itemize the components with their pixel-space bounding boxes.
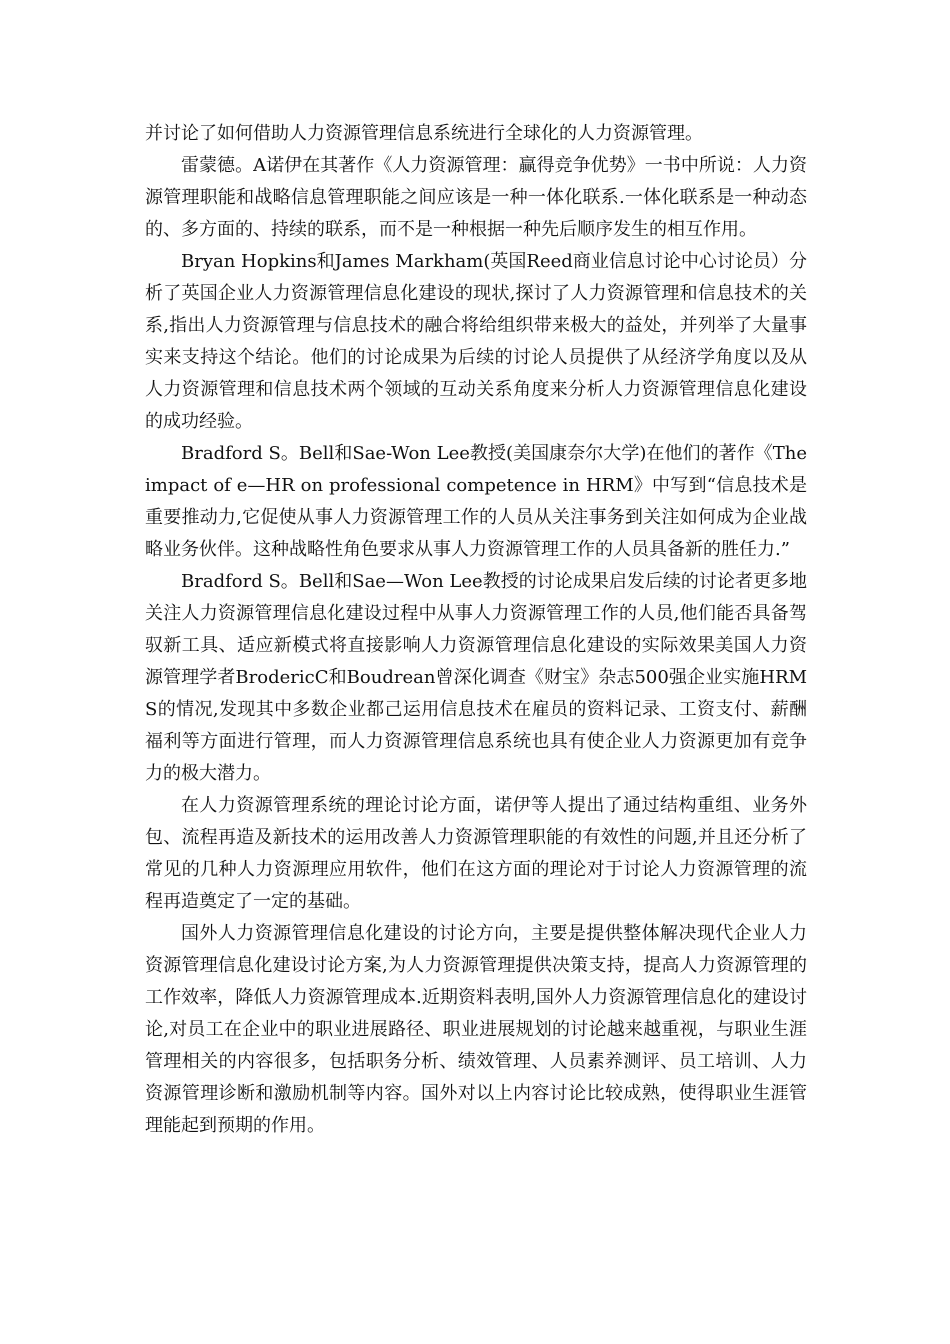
paragraph-2: 雷蒙德。A诺伊在其著作《人力资源管理：赢得竞争优势》一书中所说：人力资源管理职能和战略信息管理职能之间应该是一种一体化联系.一体化联系是一种动态的、多方面的、持续的联系，而不是一种根据一种先后顺序发生的相互作用。 [145,155,807,240]
paragraph-5: Bradford S。Bell和Sae—Won Lee教授的讨论成果启发后续的讨论者更多地关注人力资源管理信息化建设过程中从事人力资源管理工作的人员,他们能否具备驾驭新工具、适应新模式将直接影响人力资源管理信息化建设的实际效果美国人力资源管理学者BrodericC和Boudrean曾深化调查《财宝》杂志500强企业实施HRMS的情况,发现其中多数企业都己运用信息技术在雇员的资料记录、工资支付、薪酬福利等方面进行管理，而人力资源管理信息系统也具有使企业人力资源更加有竞争力的极大潜力。 [145,571,807,784]
paragraph-7: 国外人力资源管理信息化建设的讨论方向，主要是提供整体解决现代企业人力资源管理信息化建设讨论方案,为人力资源管理提供决策支持，提高人力资源管理的工作效率，降低人力资源管理成本.近期资料表明,国外人力资源管理信息化的建设讨论,对员工在企业中的职业进展路径、职业进展规划的讨论越来越重视，与职业生涯管理相关的内容很多，包括职务分析、绩效管理、人员素养测评、员工培训、人力资源管理诊断和激励机制等内容。国外对以上内容讨论比较成熟，使得职业生涯管理能起到预期的作用。 [145,923,807,1136]
document-body [145,118,807,1142]
paragraph-4: Bradford S。Bell和Sae-Won Lee教授(美国康奈尔大学)在他们的著作《Theimpact of e—HR on professional competence in HRM》中写到“信息技术是重要推动力,它促使从事人力资源管理工作的人员从关注事务到关注如何成为企业战略业务伙伴。这种战略性角色要求从事人力资源管理工作的人员具备新的胜任力.” [145,443,807,560]
paragraph-6: 在人力资源管理系统的理论讨论方面，诺伊等人提出了通过结构重组、业务外包、流程再造及新技术的运用改善人力资源管理职能的有效性的问题,并且还分析了常见的几种人力资源理应用软件，他们在这方面的理论对于讨论人力资源管理的流程再造奠定了一定的基础。 [145,795,807,912]
paragraph-1: 并讨论了如何借助人力资源管理信息系统进行全球化的人力资源管理。 [145,123,703,144]
paragraph-3: Bryan Hopkins和James Markham(英国Reed商业信息讨论中心讨论员）分析了英国企业人力资源管理信息化建设的现状,探讨了人力资源管理和信息技术的关系,指出人力资源管理与信息技术的融合将给组织带来极大的益处，并列举了大量事实来支持这个结论。他们的讨论成果为后续的讨论人员提供了从经济学角度以及从人力资源管理和信息技术两个领域的互动关系角度来分析人力资源管理信息化建设的成功经验。 [145,251,807,432]
